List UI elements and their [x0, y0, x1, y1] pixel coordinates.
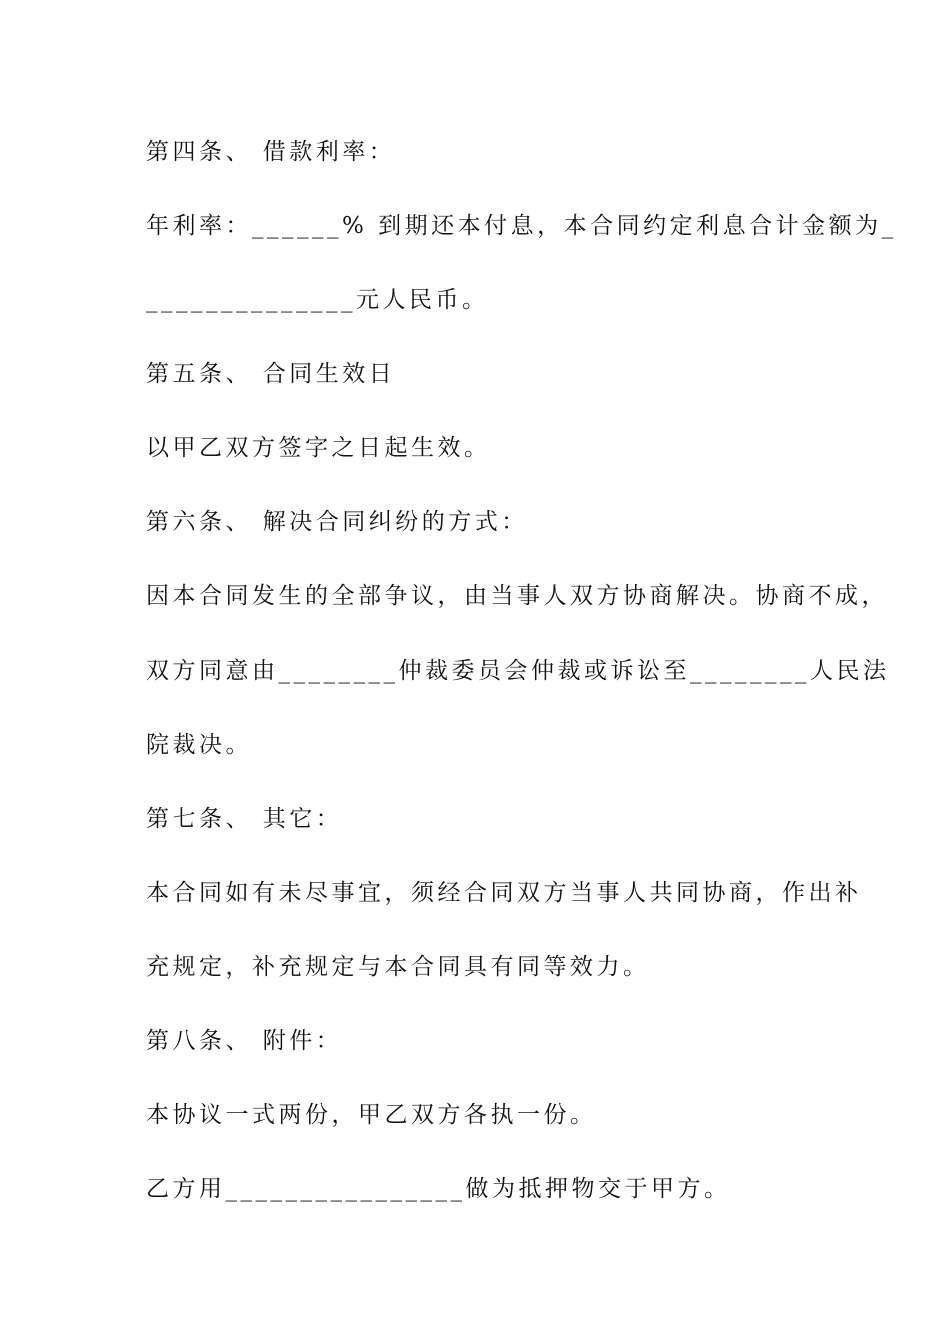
collateral-text: 乙方用________________做为抵押物交于甲方。: [146, 1176, 731, 1202]
article-5-heading: 第五条、 合同生效日: [146, 361, 396, 387]
other-text-line-1: 本合同如有未尽事宜，须经合同双方当事人共同协商，作出补: [146, 880, 862, 906]
interest-rate-text: 年利率：______% 到期还本付息，本合同约定利息合计金额为_: [146, 213, 897, 239]
interest-amount-text: ______________元人民币。: [146, 287, 489, 313]
article-7-heading: 第七条、 其它：: [146, 806, 343, 832]
article-8-heading: 第八条、 附件：: [146, 1028, 343, 1054]
attachment-text: 本协议一式两份，甲乙双方各执一份。: [146, 1102, 597, 1128]
article-4-heading: 第四条、 借款利率：: [146, 139, 396, 165]
effective-date-text: 以甲乙双方签字之日起生效。: [146, 435, 491, 461]
dispute-text-line-1: 因本合同发生的全部争议，由当事人双方协商解决。协商不成，: [146, 583, 888, 609]
dispute-text-line-2: 双方同意由________仲裁委员会仲裁或诉讼至________人民法: [146, 658, 890, 684]
dispute-text-line-3: 院裁决。: [146, 732, 252, 758]
article-6-heading: 第六条、 解决合同纠纷的方式：: [146, 509, 528, 535]
other-text-line-2: 充规定，补充规定与本合同具有同等效力。: [146, 954, 650, 980]
